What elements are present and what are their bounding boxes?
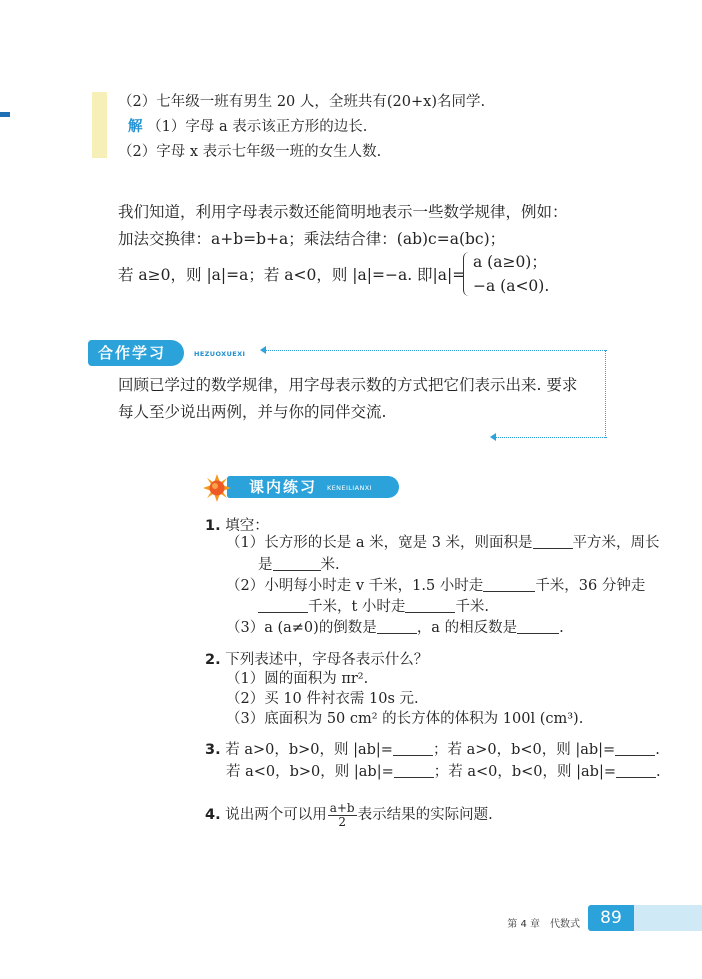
cooperation-subtitle: HEZUOXUEXI xyxy=(194,350,246,358)
text: （3）a (a≠0)的倒数是 xyxy=(226,620,377,636)
answer-blank[interactable] xyxy=(405,598,455,613)
page-edge-tab xyxy=(634,905,702,931)
solution-line-1 xyxy=(128,117,367,137)
text: . xyxy=(655,742,660,758)
example-highlight-bar xyxy=(92,92,107,158)
question-number: 1. xyxy=(205,518,221,534)
question-3-line-2 xyxy=(226,762,661,782)
text: . xyxy=(656,764,661,780)
margin-marker xyxy=(0,112,10,117)
answer-blank[interactable] xyxy=(517,619,559,634)
cooperation-banner xyxy=(88,340,260,366)
chapter-label: 第 4 章 代数式 xyxy=(507,919,580,930)
practice-subtitle: KENEILIANXI xyxy=(327,484,372,492)
answer-blank[interactable] xyxy=(393,741,433,756)
case-negative: −a (a<0). xyxy=(473,277,550,295)
text: 米. xyxy=(320,557,340,573)
text: 若 a<0，b>0，则 |ab|= xyxy=(226,764,394,780)
arrow-left-icon xyxy=(260,346,266,354)
answer-blank[interactable] xyxy=(394,763,434,778)
question-number: 4. xyxy=(205,807,221,823)
text: 千米，36 分钟走 xyxy=(535,578,646,594)
question-text: 下列表述中，字母各表示什么？ xyxy=(225,652,429,668)
case-nonnegative: a (a≥0)； xyxy=(473,253,547,271)
fraction xyxy=(328,802,357,829)
question-1-1 xyxy=(226,533,660,553)
question-1-3 xyxy=(226,618,564,638)
text: ；若 a>0，b<0，则 |ab|= xyxy=(432,742,616,758)
cooperation-line-2: 每人至少说出两例，并与你的同伴交流. xyxy=(118,403,387,421)
text: 是 xyxy=(258,557,273,573)
question-number: 2. xyxy=(205,652,221,668)
question-2-2: （2）买 10 件衬衣需 10s 元. xyxy=(226,691,419,707)
text: 千米. xyxy=(455,599,490,615)
text: 平方米，周长 xyxy=(572,535,660,551)
text: 说出两个可以用 xyxy=(225,807,327,823)
example-question-2: （2）七年级一班有男生 20 人，全班共有(20+x)名同学. xyxy=(118,94,486,110)
intro-line-2: 加法交换律：a+b=b+a；乘法结合律：(ab)c=a(bc)； xyxy=(118,230,506,248)
text: ，a 的相反数是 xyxy=(416,620,518,636)
solution-answer-1: （1）字母 a 表示该正方形的边长. xyxy=(147,119,368,135)
text: 若 a>0，b>0，则 |ab|= xyxy=(225,742,393,758)
sun-icon xyxy=(203,474,231,502)
answer-blank[interactable] xyxy=(483,577,535,592)
intro-line-3: 若 a≥0，则 |a|=a；若 a<0，则 |a|=−a. 即|a|= xyxy=(118,266,466,284)
dotted-border-top xyxy=(262,350,607,351)
question-2-1: （1）圆的面积为 πr². xyxy=(226,671,369,687)
cooperation-line-1: 回顾已学过的数学规律，用字母表示数的方式把它们表示出来. 要求 xyxy=(118,376,578,394)
dotted-border-bottom xyxy=(495,437,607,438)
practice-banner xyxy=(203,474,399,500)
text: （1）长方形的长是 a 米，宽是 3 米，则面积是 xyxy=(226,535,533,551)
solution-answer-2: （2）字母 x 表示七年级一班的女生人数. xyxy=(118,144,382,160)
page-number: 89 xyxy=(588,905,634,931)
question-number: 3. xyxy=(205,742,221,758)
answer-blank[interactable] xyxy=(615,741,655,756)
question-4 xyxy=(205,801,493,829)
question-1-2-cont xyxy=(258,597,489,617)
question-text: 填空： xyxy=(225,518,269,534)
fraction-denominator: 2 xyxy=(338,814,346,829)
answer-blank[interactable] xyxy=(616,763,656,778)
answer-blank[interactable] xyxy=(258,598,308,613)
question-1-1-cont xyxy=(258,555,340,575)
answer-blank[interactable] xyxy=(273,556,321,571)
text: . xyxy=(559,620,564,636)
intro-line-1: 我们知道，利用字母表示数还能简明地表示一些数学规律，例如： xyxy=(118,203,568,221)
arrow-left-icon xyxy=(490,433,496,441)
question-3-line-1 xyxy=(205,740,660,760)
solution-label: 解 xyxy=(128,119,143,135)
fraction-numerator: a+b xyxy=(329,800,355,815)
text: 表示结果的实际问题. xyxy=(357,807,493,823)
cooperation-title: 合作学习 xyxy=(88,340,184,366)
question-2 xyxy=(205,650,428,670)
answer-blank[interactable] xyxy=(377,619,417,634)
answer-blank[interactable] xyxy=(533,534,573,549)
text: （2）小明每小时走 v 千米，1.5 小时走 xyxy=(226,578,484,594)
question-1-2 xyxy=(226,576,645,596)
question-2-3: （3）底面积为 50 cm² 的长方体的体积为 100l (cm³). xyxy=(226,711,584,727)
dotted-border-right xyxy=(605,350,606,438)
text: ；若 a<0，b<0，则 |ab|= xyxy=(433,764,616,780)
practice-title: 课内练习 xyxy=(249,478,318,496)
text: 千米，t 小时走 xyxy=(308,599,406,615)
cases-brace xyxy=(463,252,472,296)
